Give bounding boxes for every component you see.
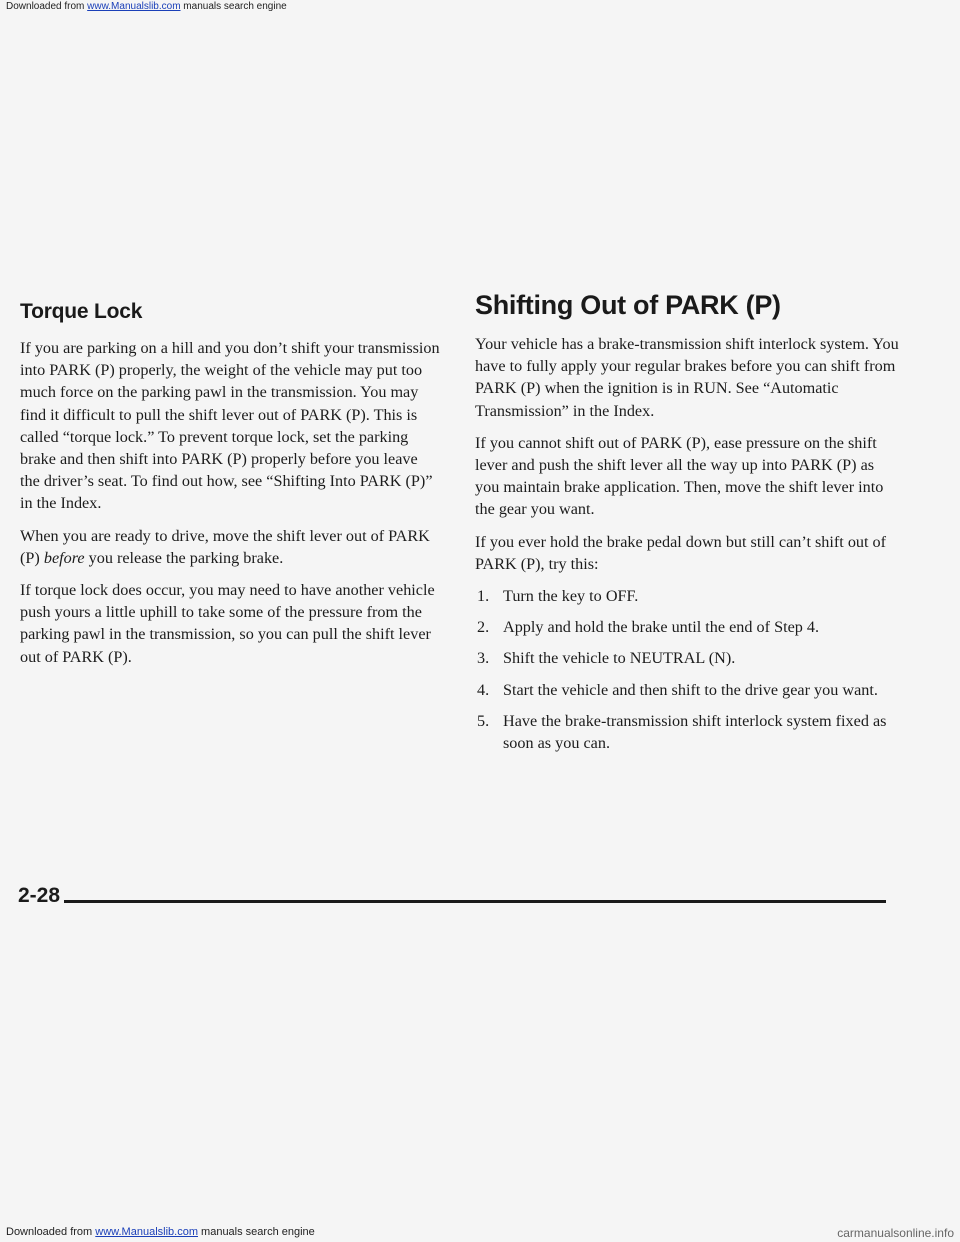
page-number: 2-28 [18,884,61,907]
shifting-paragraph-3: If you ever hold the brake pedal down but still can’t shift out of PARK (P), try this: [475,532,887,573]
torque-lock-heading: Torque Lock [20,300,143,323]
paragraph-text: When you are ready to drive, move the shift lever out of PARK (P) [20,526,430,567]
step-number: 4. [477,680,490,699]
torque-lock-paragraph-1: If you are parking on a hill and you don’t shift your transmission into PARK (P) properly, the weight of the vehicle may put too much force on the parking pawl in the transmission. You may find it difficult to pull the shift lever out of PARK (P). This is called “torque lock.” To prevent torque lock, set the parking brake and then shift into PARK (P) properly before you leave the driver’s seat. To find out how, see “Shifting Into PARK (P)” in the Index. [20,339,440,513]
torque-lock-paragraph-3: If torque lock does occur, you may need to have another vehicle push yours a little uphill to take some of the pressure from the parking pawl in the transmission, so you can pull the shift lever out of PARK (P). [20,581,435,666]
step-item [475,647,900,669]
page-rule-divider [64,900,886,903]
step-text: Have the brake-transmission shift interlock system fixed as soon as you can. [503,711,887,753]
manualslib-link[interactable]: www.Manualslib.com [87,1,181,12]
download-header [6,1,287,12]
footer-suffix: manuals search engine [197,1226,315,1238]
footer-manualslib-link[interactable]: www.Manualslib.com [95,1226,198,1238]
step-item [475,710,900,754]
step-text: Shift the vehicle to NEUTRAL (N). [503,649,736,668]
step-number: 2. [477,618,490,637]
emphasis-text: before [43,548,85,567]
step-text: Apply and hold the brake until the end of Step 4. [503,618,820,637]
step-text: Turn the key to OFF. [503,587,639,606]
watermark-text: carmanualsonline.info [837,1226,954,1240]
header-prefix: Downloaded from [6,1,88,12]
torque-lock-paragraph-2 [20,525,440,569]
paragraph-text: you release the parking brake. [84,548,284,567]
shifting-out-of-park-heading: Shifting Out of PARK (P) [475,290,781,320]
shifting-paragraph-1: Your vehicle has a brake-transmission shift interlock system. You have to fully apply your regular brakes before you can shift from PARK (P) when the ignition is in RUN. See “Automatic Transmission” in the Index. [475,335,899,420]
right-column [475,290,900,763]
step-item [475,679,900,701]
step-item [475,616,900,638]
shifting-paragraph-2: If you cannot shift out of PARK (P), ease pressure on the shift lever and push the shift lever all the way up into PARK (P) as you maintain brake application. Then, move the shift lever into the gear you want. [475,433,884,519]
step-number: 3. [477,649,490,668]
left-column [20,300,440,678]
download-footer [6,1226,954,1240]
steps-list [475,585,900,754]
footer-prefix: Downloaded from [6,1226,96,1238]
header-suffix: manuals search engine [180,1,287,12]
step-number: 1. [477,587,490,606]
step-text: Start the vehicle and then shift to the drive gear you want. [503,680,878,699]
step-item [475,585,900,607]
step-number: 5. [477,711,490,730]
